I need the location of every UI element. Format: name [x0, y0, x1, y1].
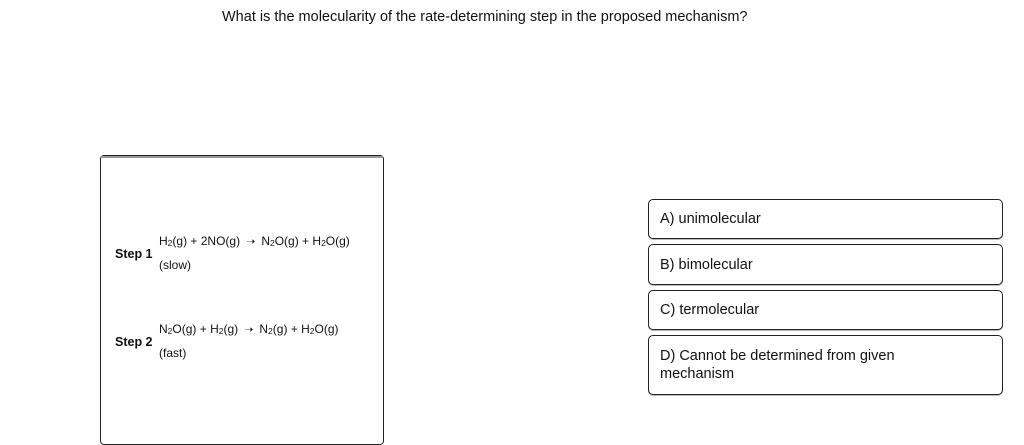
answer-option-c[interactable] — [648, 290, 1003, 330]
step-equation: $H_2(g) + 2NO(g)$ ➝ $N_2O(g) + H_2O(g)$ — [159, 234, 350, 248]
answer-option-b[interactable] — [648, 244, 1003, 285]
mechanism-step-2 — [115, 322, 377, 366]
right-arrow-icon: ➝ — [244, 324, 254, 336]
step-rate: (slow) — [159, 258, 191, 272]
step-rate: (fast) — [159, 346, 187, 360]
step-label: Step 2 — [115, 335, 153, 349]
right-arrow-icon: ➝ — [246, 236, 256, 248]
option-label: C) termolecular — [660, 302, 760, 318]
option-label: B) bimolecular — [660, 256, 753, 273]
step-label: Step 1 — [115, 247, 153, 261]
option-label: D) Cannot be determined from given mechanism — [660, 348, 895, 382]
step-equation: $N_2O(g) + H_2(g)$ ➝ $N_2(g) + H_2O(g)$ — [159, 322, 339, 336]
mechanism-panel — [100, 155, 384, 445]
question-text: What is the molecularity of the rate-determining step in the proposed mechanism? — [222, 9, 748, 25]
mechanism-step-1 — [115, 234, 377, 278]
option-label: A) unimolecular — [660, 211, 761, 227]
answer-option-a[interactable] — [648, 199, 1003, 239]
answer-option-d[interactable] — [648, 335, 1003, 395]
